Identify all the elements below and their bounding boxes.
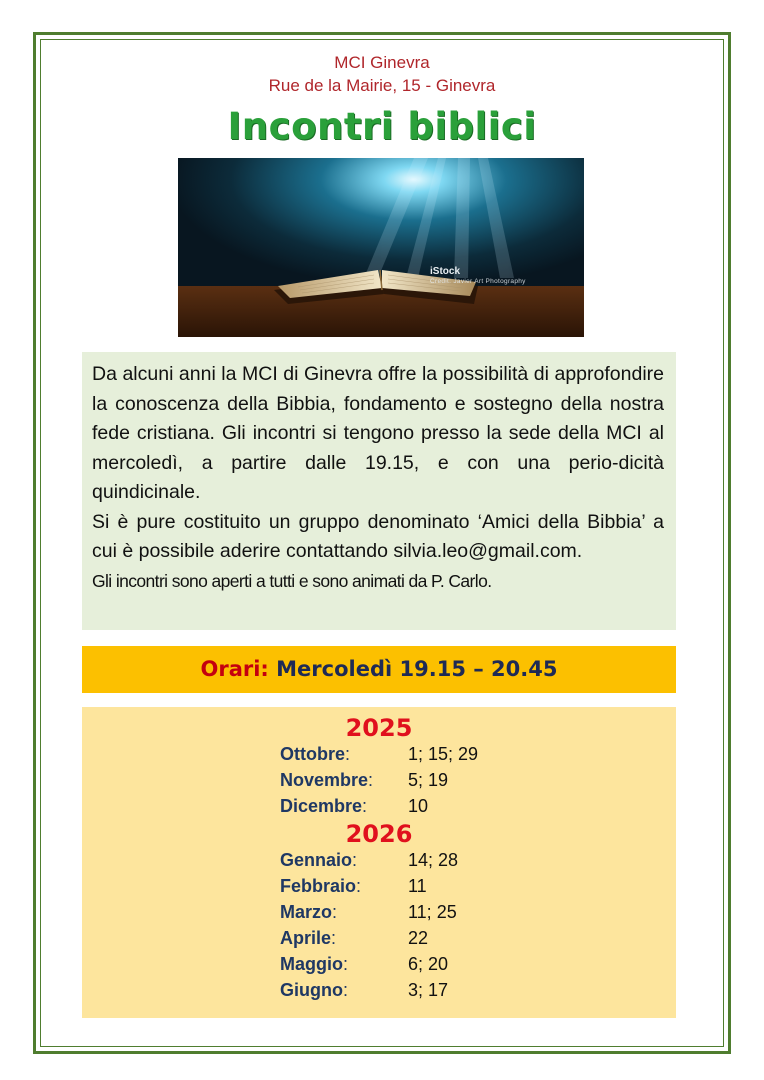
- bible-photo: [178, 158, 584, 337]
- watermark-brand: iStock: [430, 266, 461, 277]
- bible-illustration: [178, 158, 584, 337]
- month-row: Ottobre: 1; 15; 29: [280, 744, 479, 764]
- month-dates: 11; 25: [408, 902, 457, 922]
- description-paragraph-3: Gli incontri sono aperti a tutti e sono animati da P. Carlo.: [92, 570, 492, 591]
- month-dates: 6; 20: [408, 954, 449, 974]
- month-name: Giugno: [280, 980, 343, 1000]
- month-name: Gennaio: [280, 850, 353, 870]
- month-row: Novembre: 5; 19: [280, 770, 449, 790]
- organization-address: Rue de la Mairie, 15 - Ginevra: [268, 76, 496, 95]
- month-name: Febbraio: [280, 876, 357, 896]
- hours-value: Mercoledì 19.15 – 20.45: [276, 657, 558, 681]
- month-row: Gennaio: 14; 28: [280, 850, 459, 870]
- description-paragraph-2: Si è pure costituito un gruppo denominato ‘Amici della Bibbia’ a cui è possibile aderire contattando silvia.leo@gmail.com.: [92, 510, 664, 562]
- month-name: Maggio: [280, 954, 343, 974]
- month-row: Maggio: 6; 20: [280, 954, 449, 974]
- schedule-hours-banner: [82, 646, 676, 693]
- month-dates: 11: [408, 876, 427, 896]
- month-row: Giugno: 3; 17: [280, 980, 449, 1000]
- page-title: Incontri biblici: [227, 105, 537, 148]
- month-name: Marzo: [280, 902, 333, 922]
- watermark-credit: Credit: Javier Art Photography: [430, 278, 526, 285]
- month-name: Ottobre: [280, 744, 345, 764]
- month-row: Dicembre: 10: [280, 796, 429, 816]
- month-name: Novembre: [280, 770, 369, 790]
- year-heading: 2025: [345, 714, 413, 742]
- description-paragraph-1: Da alcuni anni la MCI di Ginevra offre la possibilità di approfondire la conoscenza della Bibbia, fondamento e sostegno della nostra fede cristiana. Gli incontri si tengono presso la sede della MCI al mercoledì, a partire dalle 19.15, e con una perio-dicità quindicinale.: [92, 363, 664, 503]
- year-heading: 2026: [345, 820, 413, 848]
- month-dates: 1; 15; 29: [408, 744, 479, 764]
- month-dates: 14; 28: [408, 850, 459, 870]
- month-row: Aprile: 22: [280, 928, 429, 948]
- month-row: Febbraio: 11: [280, 876, 427, 896]
- month-row: Marzo: 11; 25: [280, 902, 457, 922]
- month-dates: 10: [408, 796, 429, 816]
- description-box: [82, 352, 676, 630]
- month-name: Aprile: [280, 928, 332, 948]
- photo-watermark: [430, 267, 526, 287]
- month-dates: 3; 17: [408, 980, 449, 1000]
- hours-label: Orari:: [200, 657, 269, 681]
- month-dates: 5; 19: [408, 770, 449, 790]
- organization-name: MCI Ginevra: [334, 53, 430, 72]
- month-name: Dicembre: [280, 796, 363, 816]
- month-dates: 22: [408, 928, 429, 948]
- meeting-calendar: [82, 707, 676, 1018]
